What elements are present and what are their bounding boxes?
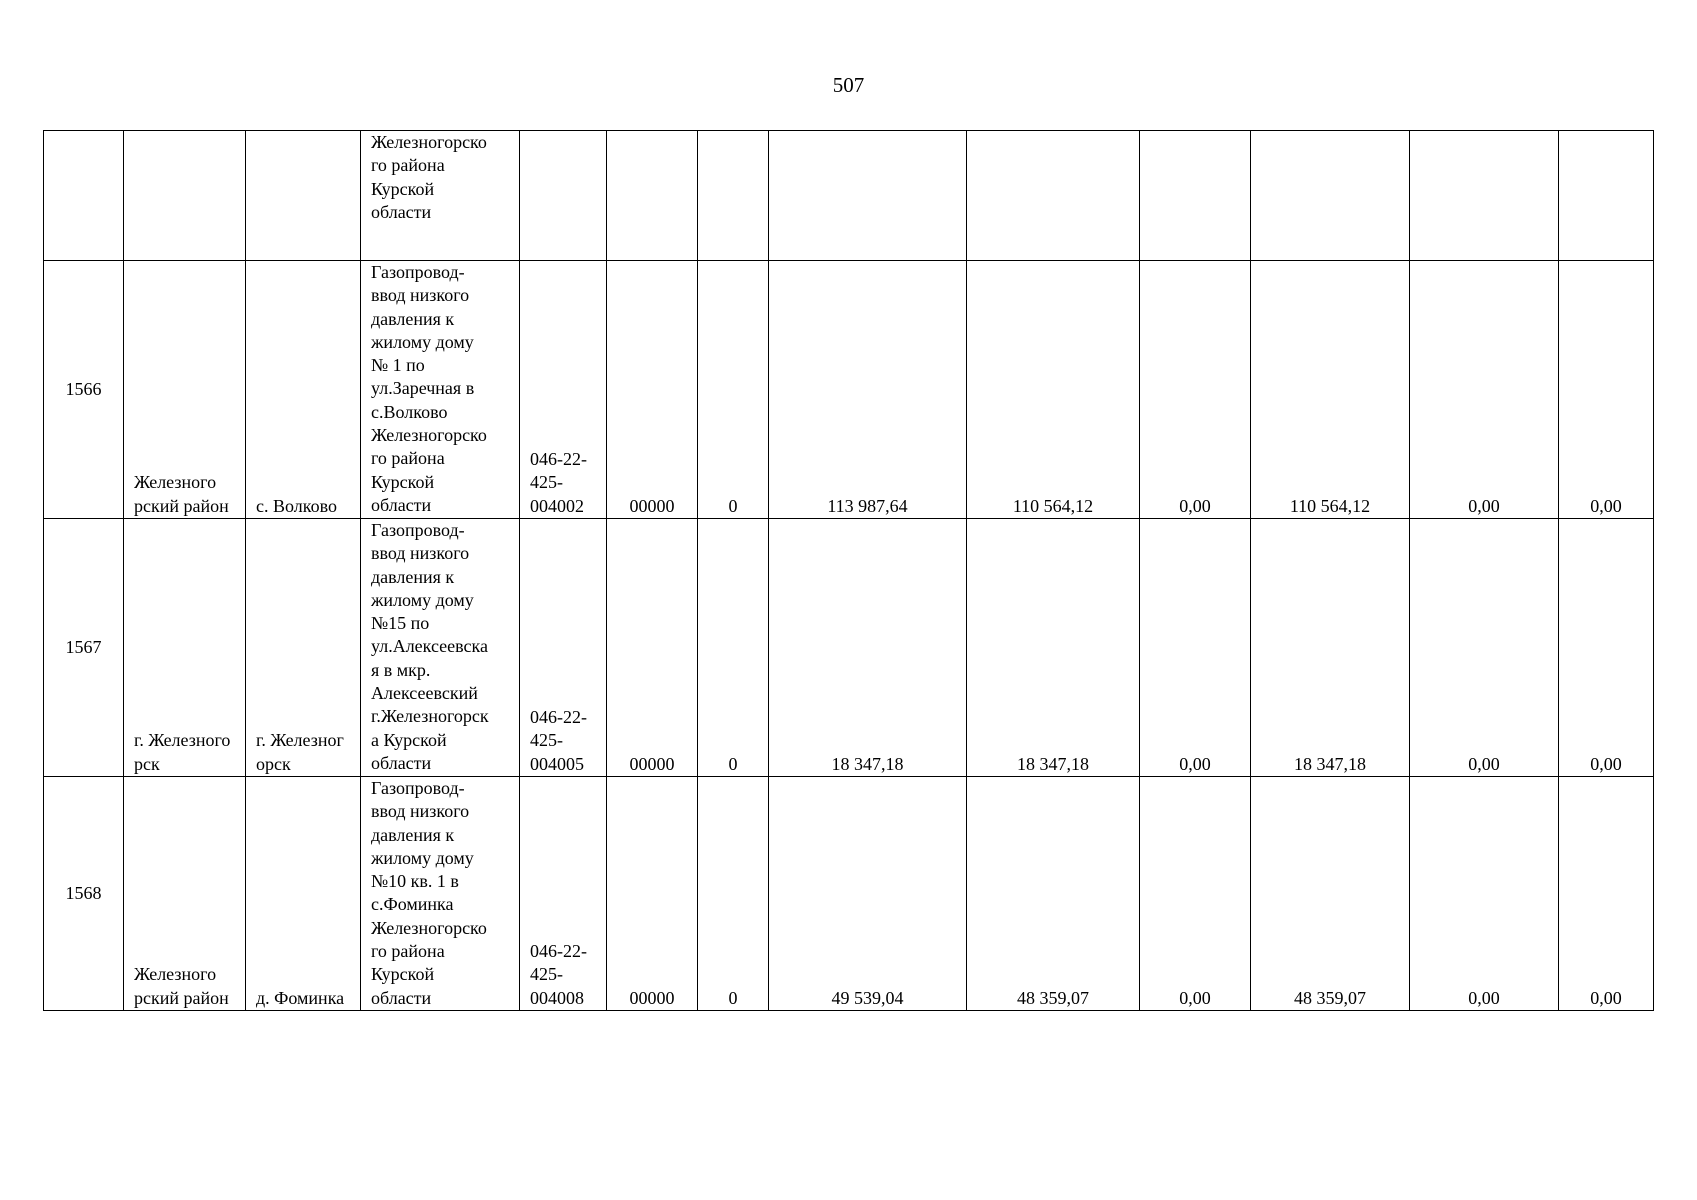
value-cell [1140,131,1251,261]
object-description-cell: Газопровод- ввод низкого давления к жилому дому №10 кв. 1 в с.Фоминка Железногорско го района Курской области [361,777,520,1011]
cadastral-code-cell: 046-22- 425- 004008 [520,777,607,1011]
district-cell: г. Железного рск [124,519,246,777]
object-description-cell: Железногорско го района Курской области [361,131,520,261]
value-cell: 18 347,18 [769,519,967,777]
value-cell: 49 539,04 [769,777,967,1011]
value-cell [607,131,698,261]
value-cell: 48 359,07 [1251,777,1410,1011]
value-cell: 0,00 [1140,261,1251,519]
value-cell: 48 359,07 [967,777,1140,1011]
value-cell: 00000 [607,519,698,777]
district-cell: Железного рский район [124,261,246,519]
table-row [44,131,1654,261]
value-cell [1251,131,1410,261]
value-cell [967,131,1140,261]
value-cell: 00000 [607,777,698,1011]
registry-table [43,130,1654,1011]
value-cell: 0,00 [1559,261,1654,519]
object-description-cell: Газопровод- ввод низкого давления к жилому дому № 1 по ул.Заречная в с.Волково Железногорско го района Курской области [361,261,520,519]
value-cell: 0,00 [1140,777,1251,1011]
locality-cell [246,131,361,261]
row-number-cell: 1566 [44,261,124,519]
value-cell: 113 987,64 [769,261,967,519]
district-cell [124,131,246,261]
cadastral-code-cell: 046-22- 425- 004002 [520,261,607,519]
page-number: 507 [832,73,865,97]
object-description-cell: Газопровод- ввод низкого давления к жилому дому №15 по ул.Алексеевска я в мкр. Алексеевский г.Железногорск а Курской области [361,519,520,777]
value-cell: 0,00 [1559,777,1654,1011]
value-cell [1559,131,1654,261]
row-number-cell: 1568 [44,777,124,1011]
value-cell: 00000 [607,261,698,519]
value-cell [1410,131,1559,261]
value-cell: 0,00 [1410,261,1559,519]
value-cell [698,131,769,261]
district-cell: Железного рский район [124,777,246,1011]
value-cell: 0 [698,261,769,519]
value-cell: 0,00 [1559,519,1654,777]
table-row [44,777,1654,1011]
value-cell: 18 347,18 [967,519,1140,777]
cadastral-code-cell [520,131,607,261]
value-cell: 110 564,12 [1251,261,1410,519]
locality-cell: с. Волково [246,261,361,519]
value-cell: 110 564,12 [967,261,1140,519]
table-row [44,261,1654,519]
locality-cell: д. Фоминка [246,777,361,1011]
value-cell: 0,00 [1140,519,1251,777]
row-number-cell: 1567 [44,519,124,777]
value-cell: 0,00 [1410,519,1559,777]
locality-cell: г. Железног орск [246,519,361,777]
value-cell: 18 347,18 [1251,519,1410,777]
row-number-cell [44,131,124,261]
value-cell: 0 [698,519,769,777]
value-cell: 0 [698,777,769,1011]
cadastral-code-cell: 046-22- 425- 004005 [520,519,607,777]
value-cell [769,131,967,261]
value-cell: 0,00 [1410,777,1559,1011]
table-row [44,519,1654,777]
